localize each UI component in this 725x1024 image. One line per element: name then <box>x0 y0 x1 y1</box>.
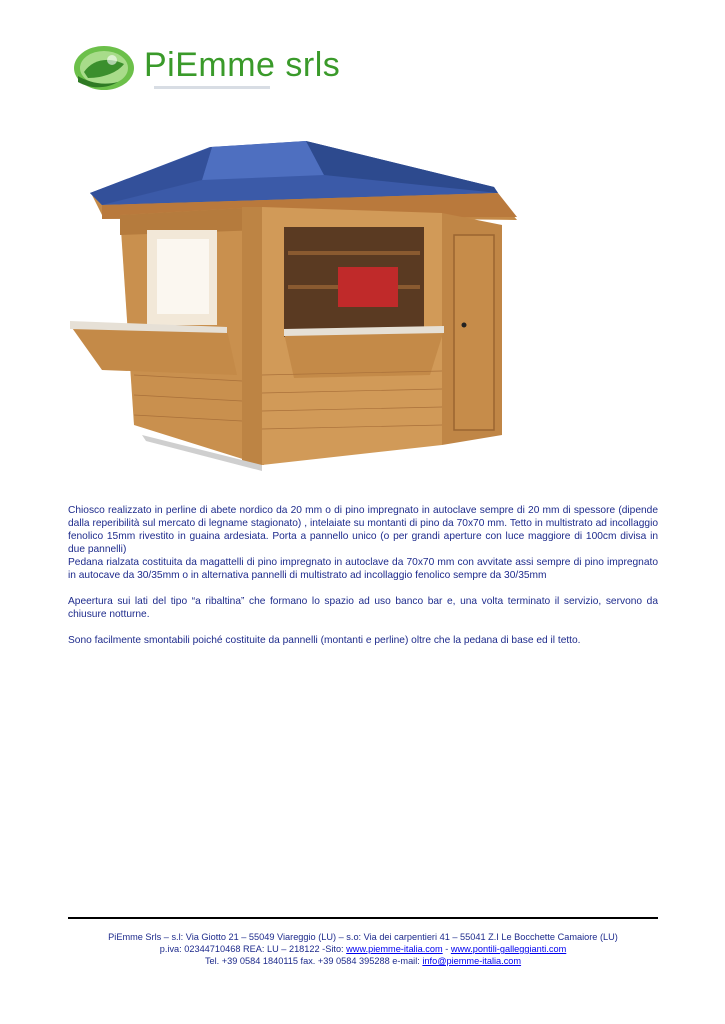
paragraph-openings: Apeertura sui lati del tipo “a ribaltina” che formano lo spazio ad uso banco bar e, una volta terminato il servizio, servono da chiusure notturne. <box>68 596 658 620</box>
footer <box>68 931 658 967</box>
footer-registry-text: p.iva: 02344710468 REA: LU – 218122 -Sito: <box>159 944 347 954</box>
site-link-pontili[interactable]: www.pontili-galleggianti.com <box>450 944 567 954</box>
footer-separator: - <box>442 944 451 954</box>
paragraph-base: Pedana rialzata costituita da magattelli di pino impregnato in autoclave da 70x70 mm con avvitate assi sempre di pino impregnato in autocave da 30/35mm o in alternativa pannelli di multistrato ad incollaggio fenolico sempre da 30/35mm <box>68 557 658 581</box>
paragraph-assembly: Sono facilmente smontabili poiché costituite da pannelli (montanti e perline) oltre che la pedana di base ed il tetto. <box>68 635 581 646</box>
footer-divider <box>68 917 658 919</box>
globe-hand-icon <box>68 42 138 94</box>
footer-registry <box>68 943 658 955</box>
kiosk-image <box>62 135 532 475</box>
footer-address: PiEmme Srls – s.l: Via Giotto 21 – 55049 Viareggio (LU) – s.o: Via dei carpentieri 41 – 55041 Z.I Le Bocchette Camaiore (LU) <box>108 932 618 942</box>
site-link-piemme[interactable]: www.piemme-italia.com <box>346 944 443 954</box>
footer-contacts-text: Tel. +39 0584 1840115 fax. +39 0584 395288 e-mail: <box>204 956 423 966</box>
footer-contacts <box>68 955 658 967</box>
paragraph-structure: Chiosco realizzato in perline di abete nordico da 20 mm o di pino impregnato in autoclave sempre di 20 mm di spessore (dipende dalla reperibilità sul mercato di legname stagionato) , intelaiate su montanti di pino da 70x70 mm. Tetto in multistrato ad incollaggio fenolico 15mm rivestito in guaina ardesiata. Porta a pannello unico (o per grandi aperture con luce maggiore di 100cm divisa in due pannelli) <box>68 505 658 555</box>
logo-text: PiEmme srls <box>144 46 341 84</box>
logo-underline <box>154 86 270 89</box>
description <box>68 504 658 647</box>
company-logo <box>68 42 358 94</box>
email-link[interactable]: info@piemme-italia.com <box>422 956 522 966</box>
